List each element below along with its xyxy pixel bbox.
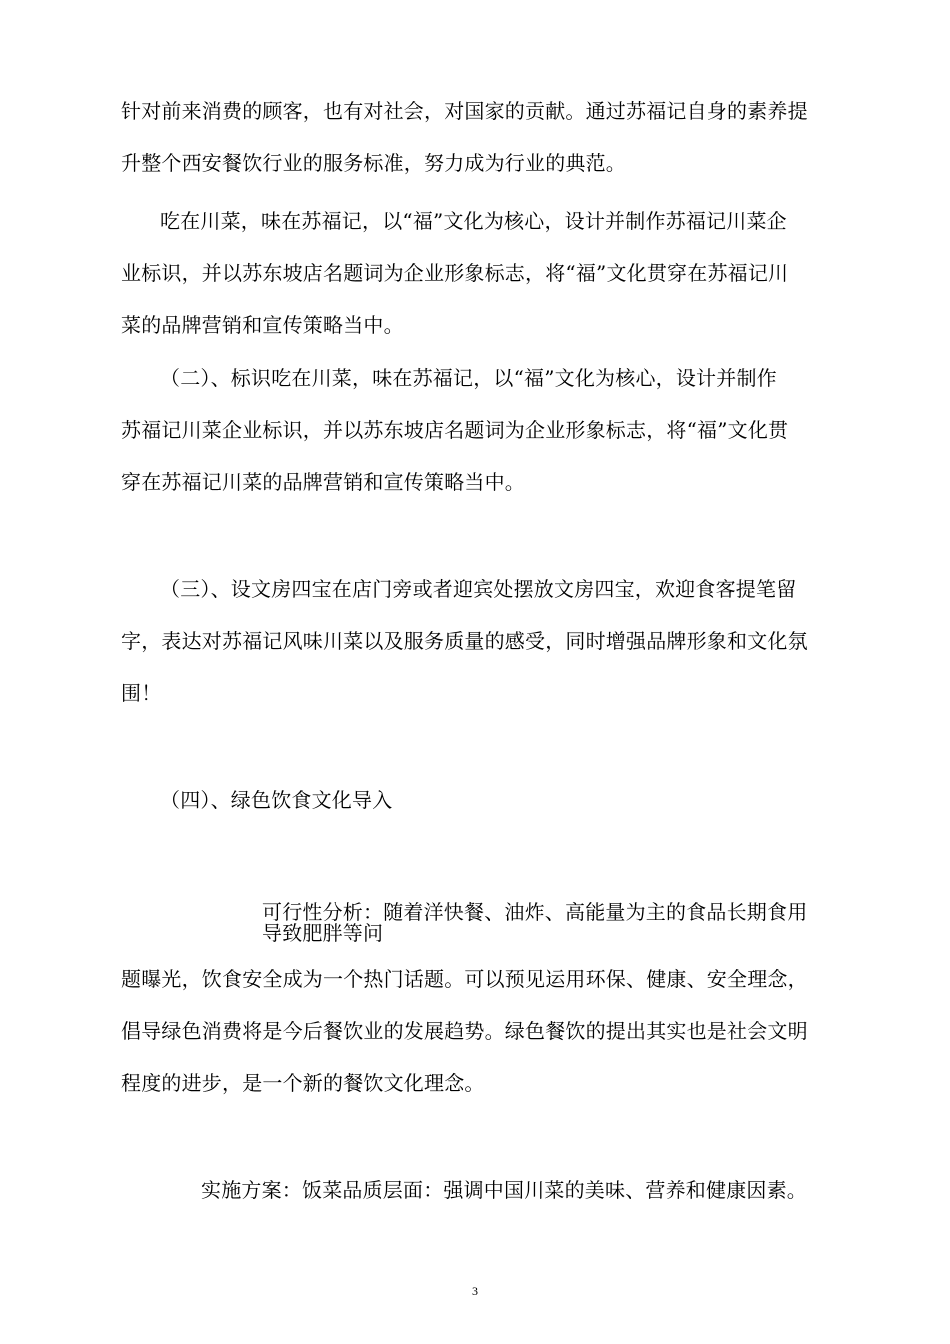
paragraph-5-line-1: 可行性分析：随着洋快餐、油炸、高能量为主的食品长期食用 xyxy=(262,900,808,924)
paragraph-1-line-2: 升整个西安餐饮行业的服务标准，努力成为行业的典范。 xyxy=(121,151,626,175)
paragraph-2-line-2: 业标识，并以苏东坡店名题词为企业形象标志，将“福”文化贯穿在苏福记川 xyxy=(121,261,789,285)
paragraph-5-line-2: 导致肥胖等问 xyxy=(262,921,384,945)
section-heading-4: （四）、绿色饮食文化导入 xyxy=(160,788,393,812)
page-number: 3 xyxy=(472,1284,478,1298)
paragraph-4-line-1: （三）、设文房四宝在店门旁或者迎宾处摆放文房四宝，欢迎食客提笔留 xyxy=(160,577,797,601)
paragraph-2-line-3: 菜的品牌营销和宣传策略当中。 xyxy=(121,313,404,337)
paragraph-4-line-3: 围！ xyxy=(121,681,162,705)
paragraph-1-line-1: 针对前来消费的顾客，也有对社会，对国家的贡献。通过苏福记自身的素养提 xyxy=(121,99,808,123)
paragraph-5-line-5: 程度的进步，是一个新的餐饮文化理念。 xyxy=(121,1071,485,1095)
paragraph-2-line-1: 吃在川菜，味在苏福记，以“福”文化为核心，设计并制作苏福记川菜企 xyxy=(160,209,787,233)
paragraph-6: 实施方案：饭菜品质层面：强调中国川菜的美味、营养和健康因素。 xyxy=(201,1178,807,1202)
paragraph-4-line-2: 字，表达对苏福记风味川菜以及服务质量的感受，同时增强品牌形象和文化氛 xyxy=(121,629,808,653)
paragraph-3-line-2: 苏福记川菜企业标识，并以苏东坡店名题词为企业形象标志，将“福”文化贯 xyxy=(121,418,789,442)
paragraph-5-line-4: 倡导绿色消费将是今后餐饮业的发展趋势。绿色餐饮的提出其实也是社会文明 xyxy=(121,1019,808,1043)
paragraph-3-line-3: 穿在苏福记川菜的品牌营销和宣传策略当中。 xyxy=(121,470,525,494)
paragraph-3-line-1: （二）、标识吃在川菜，味在苏福记，以“福”文化为核心，设计并制作 xyxy=(160,366,777,390)
paragraph-5-line-3: 题曝光，饮食安全成为一个热门话题。可以预见运用环保、健康、安全理念， xyxy=(121,967,808,991)
